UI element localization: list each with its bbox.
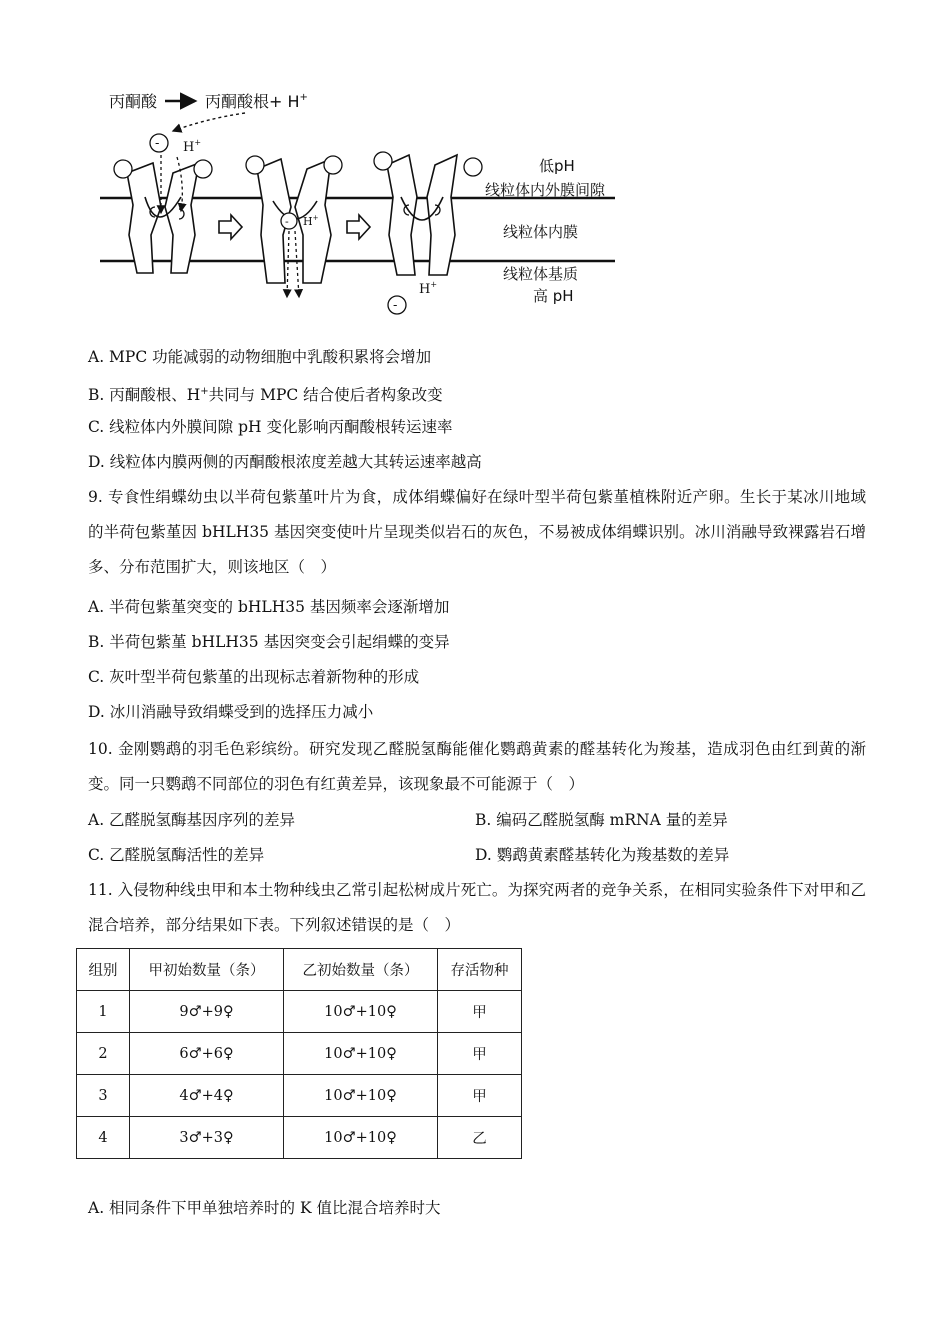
q10-option-c: C. 乙醛脱氢酶活性的差异 xyxy=(88,846,265,864)
q11-stem: 11. 入侵物种线虫甲和本土物种线虫乙常引起松树成片死亡。为探究两者的竞争关系，在相同实验条件下对甲和乙混合培养，部分结果如下表。下列叙述错误的是（ ） xyxy=(88,881,866,934)
carrier-open-inward xyxy=(374,152,482,275)
svg-text:-: - xyxy=(393,298,398,313)
pyruvate-ion-label: 丙酮酸根+ H xyxy=(205,92,300,111)
cell-survivor: 甲 xyxy=(438,991,522,1033)
svg-text:H+: H+ xyxy=(303,214,319,228)
cell-survivor: 甲 xyxy=(438,1033,522,1075)
cell-group: 3 xyxy=(77,1075,130,1117)
table-row xyxy=(77,1117,522,1159)
cell-b-count: 10♂+10♀ xyxy=(284,1117,438,1159)
q8-option-d: D. 线粒体内膜两侧的丙酮酸根浓度差越大其转运速率越高 xyxy=(88,453,482,471)
dotted-arrow xyxy=(173,113,245,131)
cell-a-count: 3♂+3♀ xyxy=(130,1117,284,1159)
cell-group: 4 xyxy=(77,1117,130,1159)
q9-option-d: D. 冰川消融导致绢蝶受到的选择压力减小 xyxy=(88,703,374,721)
transition-arrow-1 xyxy=(219,215,242,239)
cell-a-count: 9♂+9♀ xyxy=(130,991,284,1033)
pyruvic-acid-label: 丙酮酸 xyxy=(109,92,158,111)
cell-a-count: 4♂+4♀ xyxy=(130,1075,284,1117)
table-row xyxy=(77,991,522,1033)
cell-b-count: 10♂+10♀ xyxy=(284,991,438,1033)
svg-text:H+: H+ xyxy=(419,280,438,297)
header-a-count: 甲初始数量（条） xyxy=(130,949,284,991)
cell-b-count: 10♂+10♀ xyxy=(284,1033,438,1075)
header-survivor: 存活物种 xyxy=(438,949,522,991)
table-row xyxy=(77,1075,522,1117)
proton-label-bound: H xyxy=(303,215,313,228)
inner-membrane-label: 线粒体内膜 xyxy=(503,223,579,241)
q9-option-c: C. 灰叶型半荷包紫堇的出现标志着新物种的形成 xyxy=(88,668,420,686)
proton-label-top: H xyxy=(183,140,195,155)
q8-option-c: C. 线粒体内外膜间隙 pH 变化影响丙酮酸根转运速率 xyxy=(88,418,453,436)
svg-text:-: - xyxy=(155,136,160,151)
q8-option-a: A. MPC 功能减弱的动物细胞中乳酸积累将会增加 xyxy=(88,348,432,366)
cell-survivor: 乙 xyxy=(438,1117,522,1159)
q10-option-a: A. 乙醛脱氢酶基因序列的差异 xyxy=(88,811,296,829)
matrix-label: 线粒体基质 xyxy=(503,265,579,283)
mpc-transport-diagram xyxy=(95,85,655,325)
q9-option-b: B. 半荷包紫堇 bHLH35 基因突变会引起绢蝶的变异 xyxy=(88,633,450,651)
table-row xyxy=(77,1033,522,1075)
q8-option-b: B. 丙酮酸根、H+共同与 MPC 结合使后者构象改变 xyxy=(88,386,443,405)
svg-text:丙酮酸根+ H+ xyxy=(205,92,308,111)
q9-stem: 9. 专食性绢蝶幼虫以半荷包紫堇叶片为食，成体绢蝶偏好在绿叶型半荷包紫堇植株附近产卵。生长于某冰川地域的半荷包紫堇因 bHLH35 基因突变使叶片呈现类似岩石的灰色，不易被成体绢蝶识别。冰川消融导致裸露岩石增多、分布范围扩大，则该地区（ ） xyxy=(88,488,866,576)
table-header-row xyxy=(77,949,522,991)
svg-text:-: - xyxy=(285,215,289,228)
cell-survivor: 甲 xyxy=(438,1075,522,1117)
high-ph-label: 高 pH xyxy=(533,287,574,305)
competition-table xyxy=(76,948,522,1159)
proton-label-released: H xyxy=(419,282,431,297)
q10-option-b: B. 编码乙醛脱氢酶 mRNA 量的差异 xyxy=(475,811,728,829)
svg-text:H+: H+ xyxy=(183,138,202,155)
header-group: 组别 xyxy=(77,949,130,991)
intermembrane-space-label: 线粒体内外膜间隙 xyxy=(485,181,606,199)
q10-option-d: D. 鹦鹉黄素醛基转化为羧基数的差异 xyxy=(475,846,730,864)
q9-option-a: A. 半荷包紫堇突变的 bHLH35 基因频率会逐渐增加 xyxy=(88,598,450,616)
carrier-bound xyxy=(246,156,342,297)
cell-a-count: 6♂+6♀ xyxy=(130,1033,284,1075)
carrier-open-outward xyxy=(114,155,212,273)
transition-arrow-2 xyxy=(347,215,370,239)
q11-option-a: A. 相同条件下甲单独培养时的 K 值比混合培养时大 xyxy=(88,1199,441,1217)
proton-sup: + xyxy=(299,92,308,103)
cell-group: 2 xyxy=(77,1033,130,1075)
cell-group: 1 xyxy=(77,991,130,1033)
q10-stem: 10. 金刚鹦鹉的羽毛色彩缤纷。研究发现乙醛脱氢酶能催化鹦鹉黄素的醛基转化为羧基，造成羽色由红到黄的渐变。同一只鹦鹉不同部位的羽色有红黄差异，该现象最不可能源于（ ） xyxy=(88,740,866,793)
cell-b-count: 10♂+10♀ xyxy=(284,1075,438,1117)
header-b-count: 乙初始数量（条） xyxy=(284,949,438,991)
low-ph-label: 低pH xyxy=(539,157,575,175)
